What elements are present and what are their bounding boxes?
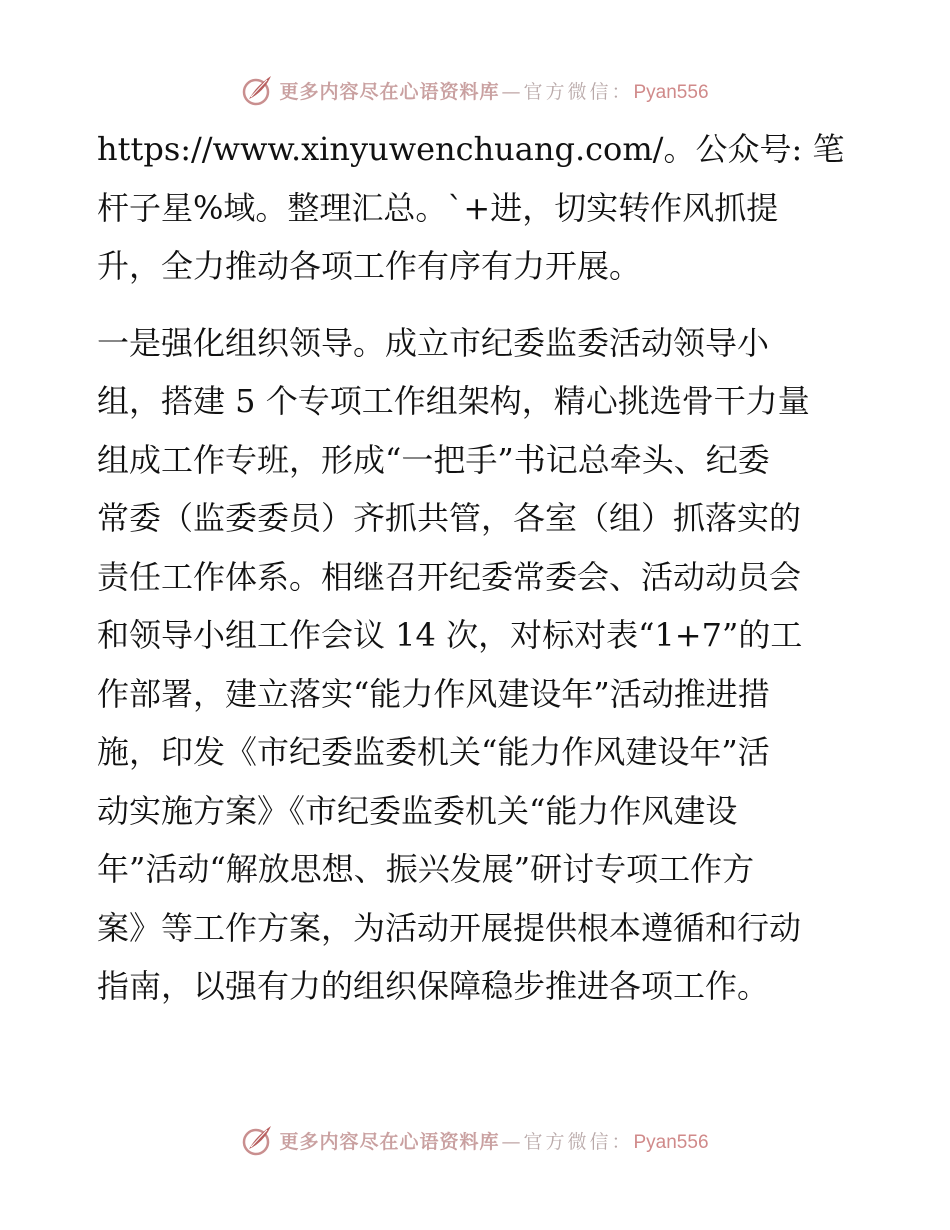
feather-pen-logo-icon [241, 1123, 275, 1157]
paragraph-organizational-leadership [97, 314, 857, 1016]
text-line: 责任工作体系。相继召开纪委常委会、活动动员会 [97, 557, 802, 596]
banner-dash: — [501, 1130, 522, 1153]
text-line: 年”活动“解放思想、振兴发展”研讨专项工作方 [97, 850, 755, 888]
banner-site-text: 更多内容尽在心语资料库 [279, 1130, 500, 1153]
banner-text [279, 1127, 708, 1154]
text-line: 一是强化组织领导。成立市纪委监委活动领导小 [97, 323, 770, 362]
footer-watermark-banner [0, 1120, 950, 1160]
text-line: 和领导小组工作会议 14 次，对标对表“1+7”的工 [97, 616, 803, 654]
banner-official-text: 官方微信： [523, 80, 634, 103]
banner-text [279, 77, 708, 104]
text-line: https://www.xinyuwenchuang.com/。公众号: 笔 [97, 130, 845, 168]
banner-dash: — [501, 80, 522, 103]
text-line: 组成工作专班，形成“一把手”书记总牵头、纪委 [97, 440, 770, 479]
banner-official-text: 官方微信： [523, 1130, 634, 1153]
text-line: 指南，以强有力的组织保障稳步推进各项工作。 [97, 967, 770, 1005]
text-line: 组，搭建 5 个专项工作组架构，精心挑选骨干力量 [97, 382, 810, 420]
text-line: 施，印发《市纪委监委机关“能力作风建设年”活 [97, 733, 770, 771]
document-body [97, 120, 857, 1016]
text-line: 常委（监委委员）齐抓共管，各室（组）抓落实的 [97, 499, 802, 537]
banner-handle: Pyan556 [633, 81, 709, 103]
feather-pen-logo-icon [241, 73, 275, 107]
header-watermark-banner [0, 70, 950, 110]
text-line: 案》等工作方案，为活动开展提供根本遵循和行动 [97, 908, 802, 947]
text-line: 动实施方案》《市纪委监委机关“能力作风建设 [97, 791, 738, 830]
banner-handle: Pyan556 [633, 1131, 709, 1153]
text-line: 升，全力推动各项工作有序有力开展。 [97, 247, 642, 285]
text-line: 作部署，建立落实“能力作风建设年”活动推进措 [97, 674, 770, 713]
banner-site-text: 更多内容尽在心语资料库 [279, 80, 500, 103]
paragraph-continuation [97, 120, 857, 296]
paragraph-spacer [97, 296, 857, 314]
text-line: 杆子星%域。整理汇总。`+进，切实转作风抓提 [97, 188, 779, 227]
